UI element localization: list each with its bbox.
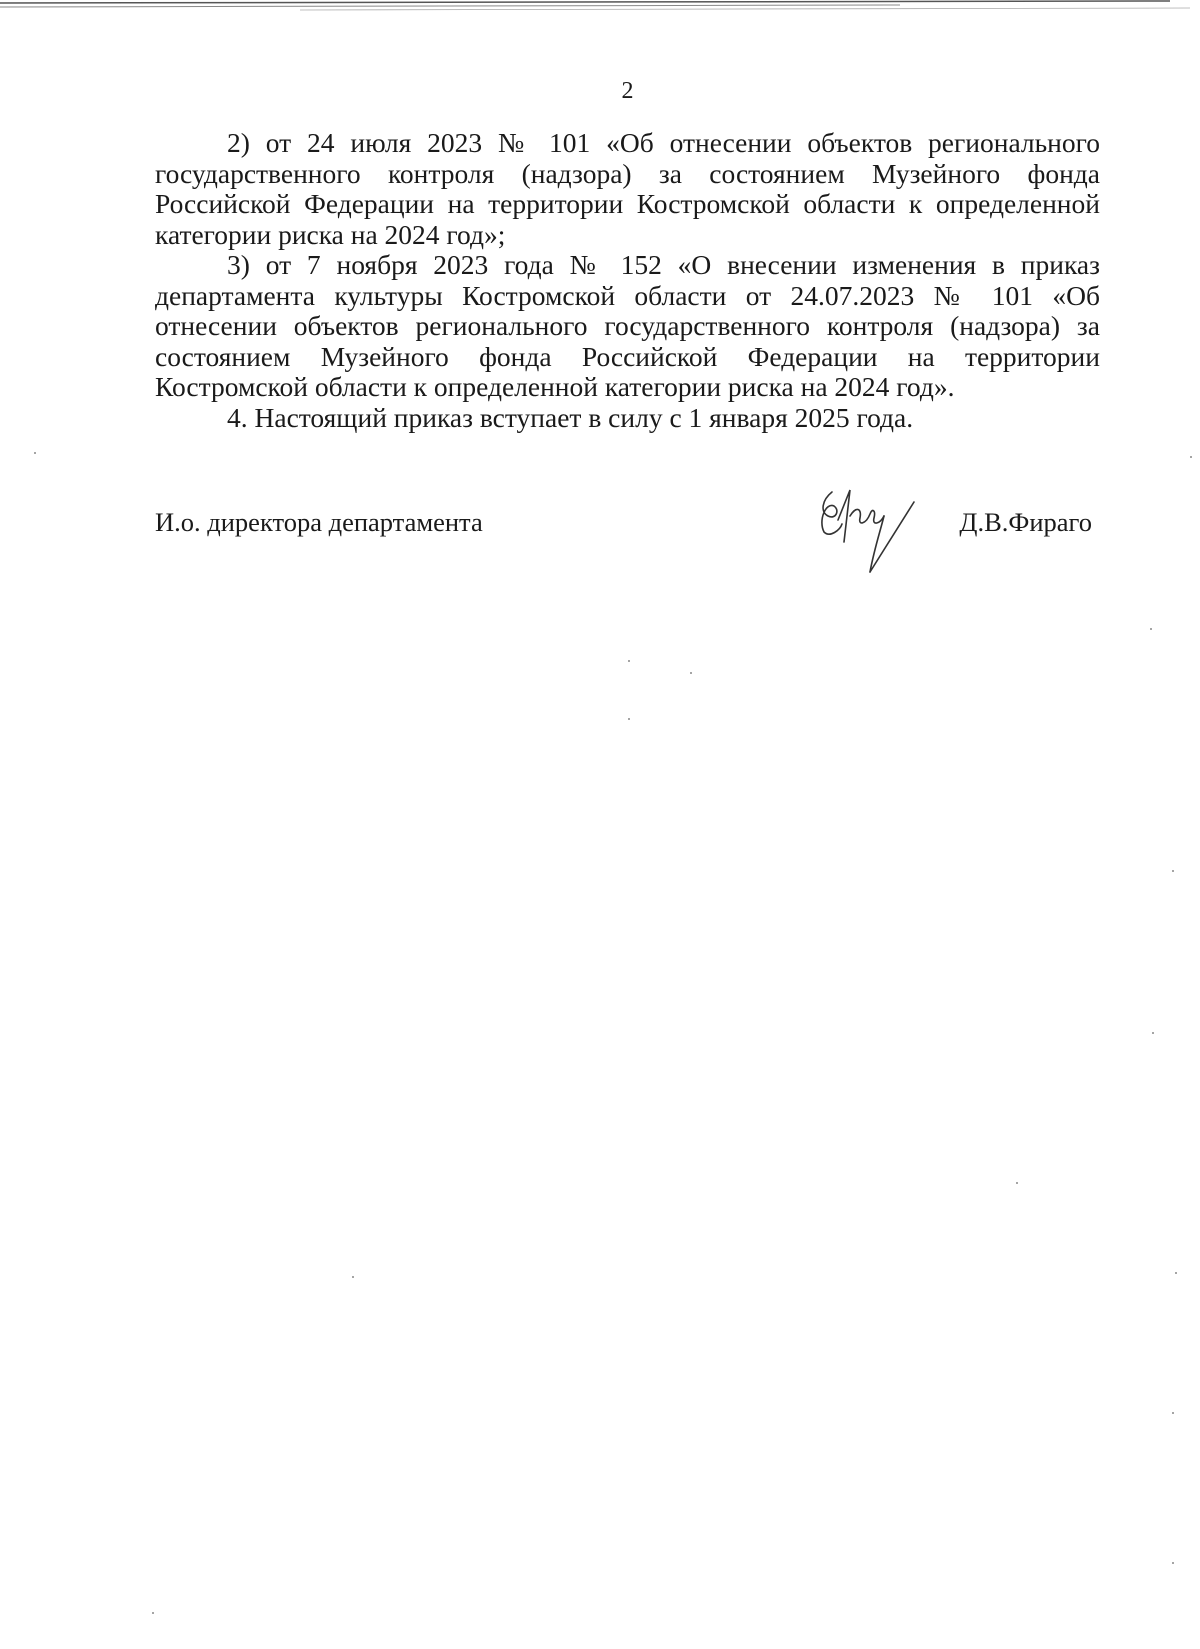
signatory-name: Д.В.Фираго xyxy=(959,507,1092,537)
document-body xyxy=(155,128,1100,433)
scan-speck xyxy=(1016,1182,1018,1184)
paragraph-item-2: 2) от 24 июля 2023 № 101 «Об отнесении объектов регионального государственного контроля (надзора) за состоянием Музейного фонда Российской Федерации на территории Костромской области к определенной категории риска на 2024 год»; xyxy=(155,127,1100,250)
paragraph-item-3: 3) от 7 ноября 2023 года № 152 «О внесении изменения в приказ департамента культуры Костромской области от 24.07.2023 № 101 «Об отнесении объектов регионального государственного контроля (надзора) за состоянием Музейного фонда Российской Федерации на территории Костромской области к определенной категории риска на 2024 год». xyxy=(155,249,1100,402)
handwritten-signature xyxy=(810,480,935,576)
scan-speck xyxy=(152,1612,154,1614)
scan-top-edge xyxy=(0,0,1200,12)
scan-speck xyxy=(1172,1562,1174,1564)
scan-speck xyxy=(1152,1032,1154,1034)
scan-speck xyxy=(1175,1272,1177,1274)
scan-speck xyxy=(34,452,36,454)
paragraph-effective-date: 4. Настоящий приказ вступает в силу с 1 января 2025 года. xyxy=(227,401,914,433)
scan-speck xyxy=(1150,628,1152,630)
signatory-position: И.о. директора департамента xyxy=(155,507,483,537)
scan-speck xyxy=(1172,1412,1174,1414)
scan-speck xyxy=(628,660,630,662)
scan-speck xyxy=(690,672,692,674)
scan-speck xyxy=(628,718,630,720)
scan-speck xyxy=(352,1276,354,1278)
scan-speck xyxy=(1172,870,1174,872)
page-number: 2 xyxy=(621,78,634,104)
scan-speck xyxy=(1190,456,1192,458)
